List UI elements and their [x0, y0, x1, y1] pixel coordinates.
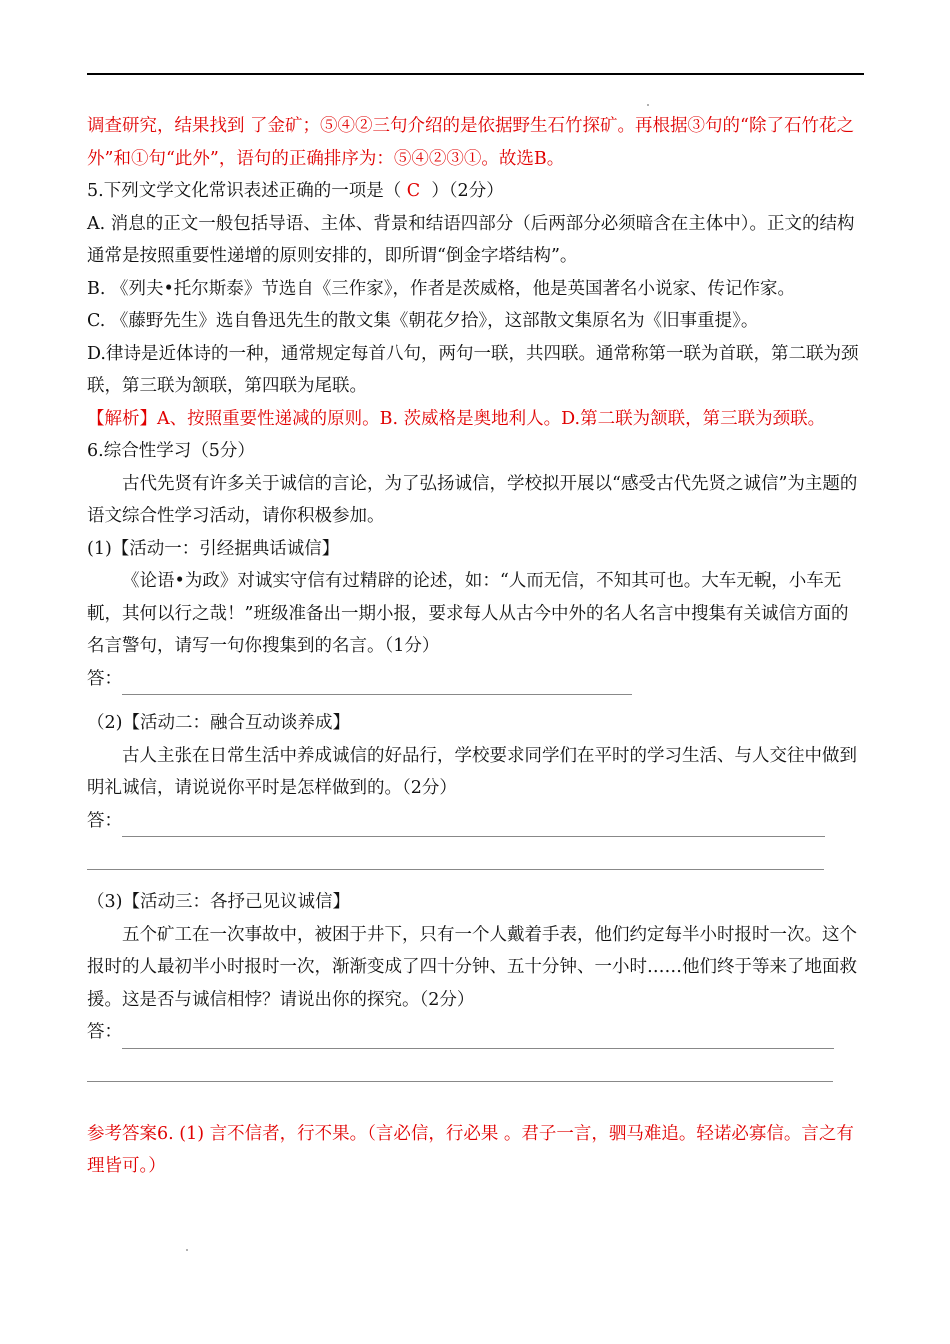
answer-label: 答：: [87, 668, 122, 689]
q6-title: 6.综合性学习（5分）: [87, 441, 255, 461]
activity2-title: （2)【活动二：融合互动谈养成】: [87, 713, 350, 733]
page-mark-top: [647, 104, 649, 106]
activity1-answer-line[interactable]: [122, 672, 632, 695]
q6-reference-answer: 参考答案6. (1) 言不信者，行不果。（言必信，行必果 。君子一言，驷马难追。轻诺必寡信。言之有理皆可。）: [87, 1123, 854, 1176]
activity3-text: 五个矿工在一次事故中，被困于井下，只有一个人戴着手表，他们约定每半小时报时一次。这个报时的人最初半小时报时一次，渐渐变成了四十分钟、五十分钟、一小时……他们终于等来了地面救援。这是否与诚信相悖？请说出你的探究。（2分）: [87, 924, 857, 1010]
activity3-answer-line[interactable]: [122, 1026, 834, 1049]
activity1-text: 《论语•为政》对诚实守信有过精辟的论述，如：“人而无信，不知其可也。大车无輗，小车无軏，其何以行之哉！”班级准备出一期小报，要求每人从古今中外的名人名言中搜集有关诚信方面的名言警句，请写一句你搜集到的名言。（1分）: [87, 571, 849, 656]
q5-explanation: 【解析】A、按照重要性递减的原则。B. 茨威格是奥地利人。D.第二联为颔联，第三联为颈联。: [87, 408, 826, 429]
q5-stem-suffix: ）（2分）: [431, 181, 504, 201]
q6-intro: 古代先贤有许多关于诚信的言论，为了弘扬诚信，学校拟开展以“感受古代先贤之诚信”为主题的语文综合性学习活动，请你积极参加。: [87, 473, 858, 526]
answer-label: 答：: [87, 810, 122, 831]
q5-stem: [87, 175, 864, 208]
activity1-title: (1)【活动一：引经据典话诚信】: [87, 538, 340, 559]
activity2-answer-row: [87, 805, 864, 838]
q5-option-a: A. 消息的正文一般包括导语、主体、背景和结语四部分（后两部分必须暗含在主体中）。正文的结构通常是按照重要性递增的原则安排的，即所谓“倒金字塔结构”。: [87, 213, 855, 266]
q5-answer: C: [406, 181, 421, 201]
activity3-answer-line-2[interactable]: [87, 1059, 833, 1082]
q5-option-b: B. 《列夫•托尔斯泰》节选自《三作家》，作者是茨威格，他是英国著名小说家、传记作家。: [87, 278, 796, 299]
activity2-text: 古人主张在日常生活中养成诚信的好品行，学校要求同学们在平时的学习生活、与人交往中做到明礼诚信，请说说你平时是怎样做到的。（2分）: [87, 745, 857, 798]
q5-option-c: C. 《藤野先生》选自鲁迅先生的散文集《朝花夕拾》，这部散文集原名为《旧事重提》。: [87, 311, 759, 331]
activity2-answer-line-2[interactable]: [87, 847, 824, 870]
answer-label: 答：: [87, 1022, 122, 1042]
header-rule: [87, 73, 864, 75]
q5-stem-prefix: 5.下列文学文化常识表述正确的一项是（: [87, 181, 402, 201]
document-body: [87, 110, 864, 1183]
activity1-answer-row: [87, 663, 864, 696]
activity3-title: （3)【活动三：各抒己见议诚信】: [87, 892, 350, 912]
q5-option-d: D.律诗是近体诗的一种，通常规定每首八句，两句一联，共四联。通常称第一联为首联，第二联为颈联，第三联为颔联，第四联为尾联。: [87, 343, 859, 396]
q4-explanation: 调查研究，结果找到 了金矿；⑤④②三句介绍的是依据野生石竹探矿。再根据③句的“除了石竹花之外”和①句“此外”，语句的正确排序为：⑤④②③①。故选B。: [87, 116, 855, 169]
activity2-answer-line[interactable]: [122, 814, 825, 837]
page-mark-bottom: [186, 1249, 188, 1251]
activity3-answer-row: [87, 1016, 864, 1049]
